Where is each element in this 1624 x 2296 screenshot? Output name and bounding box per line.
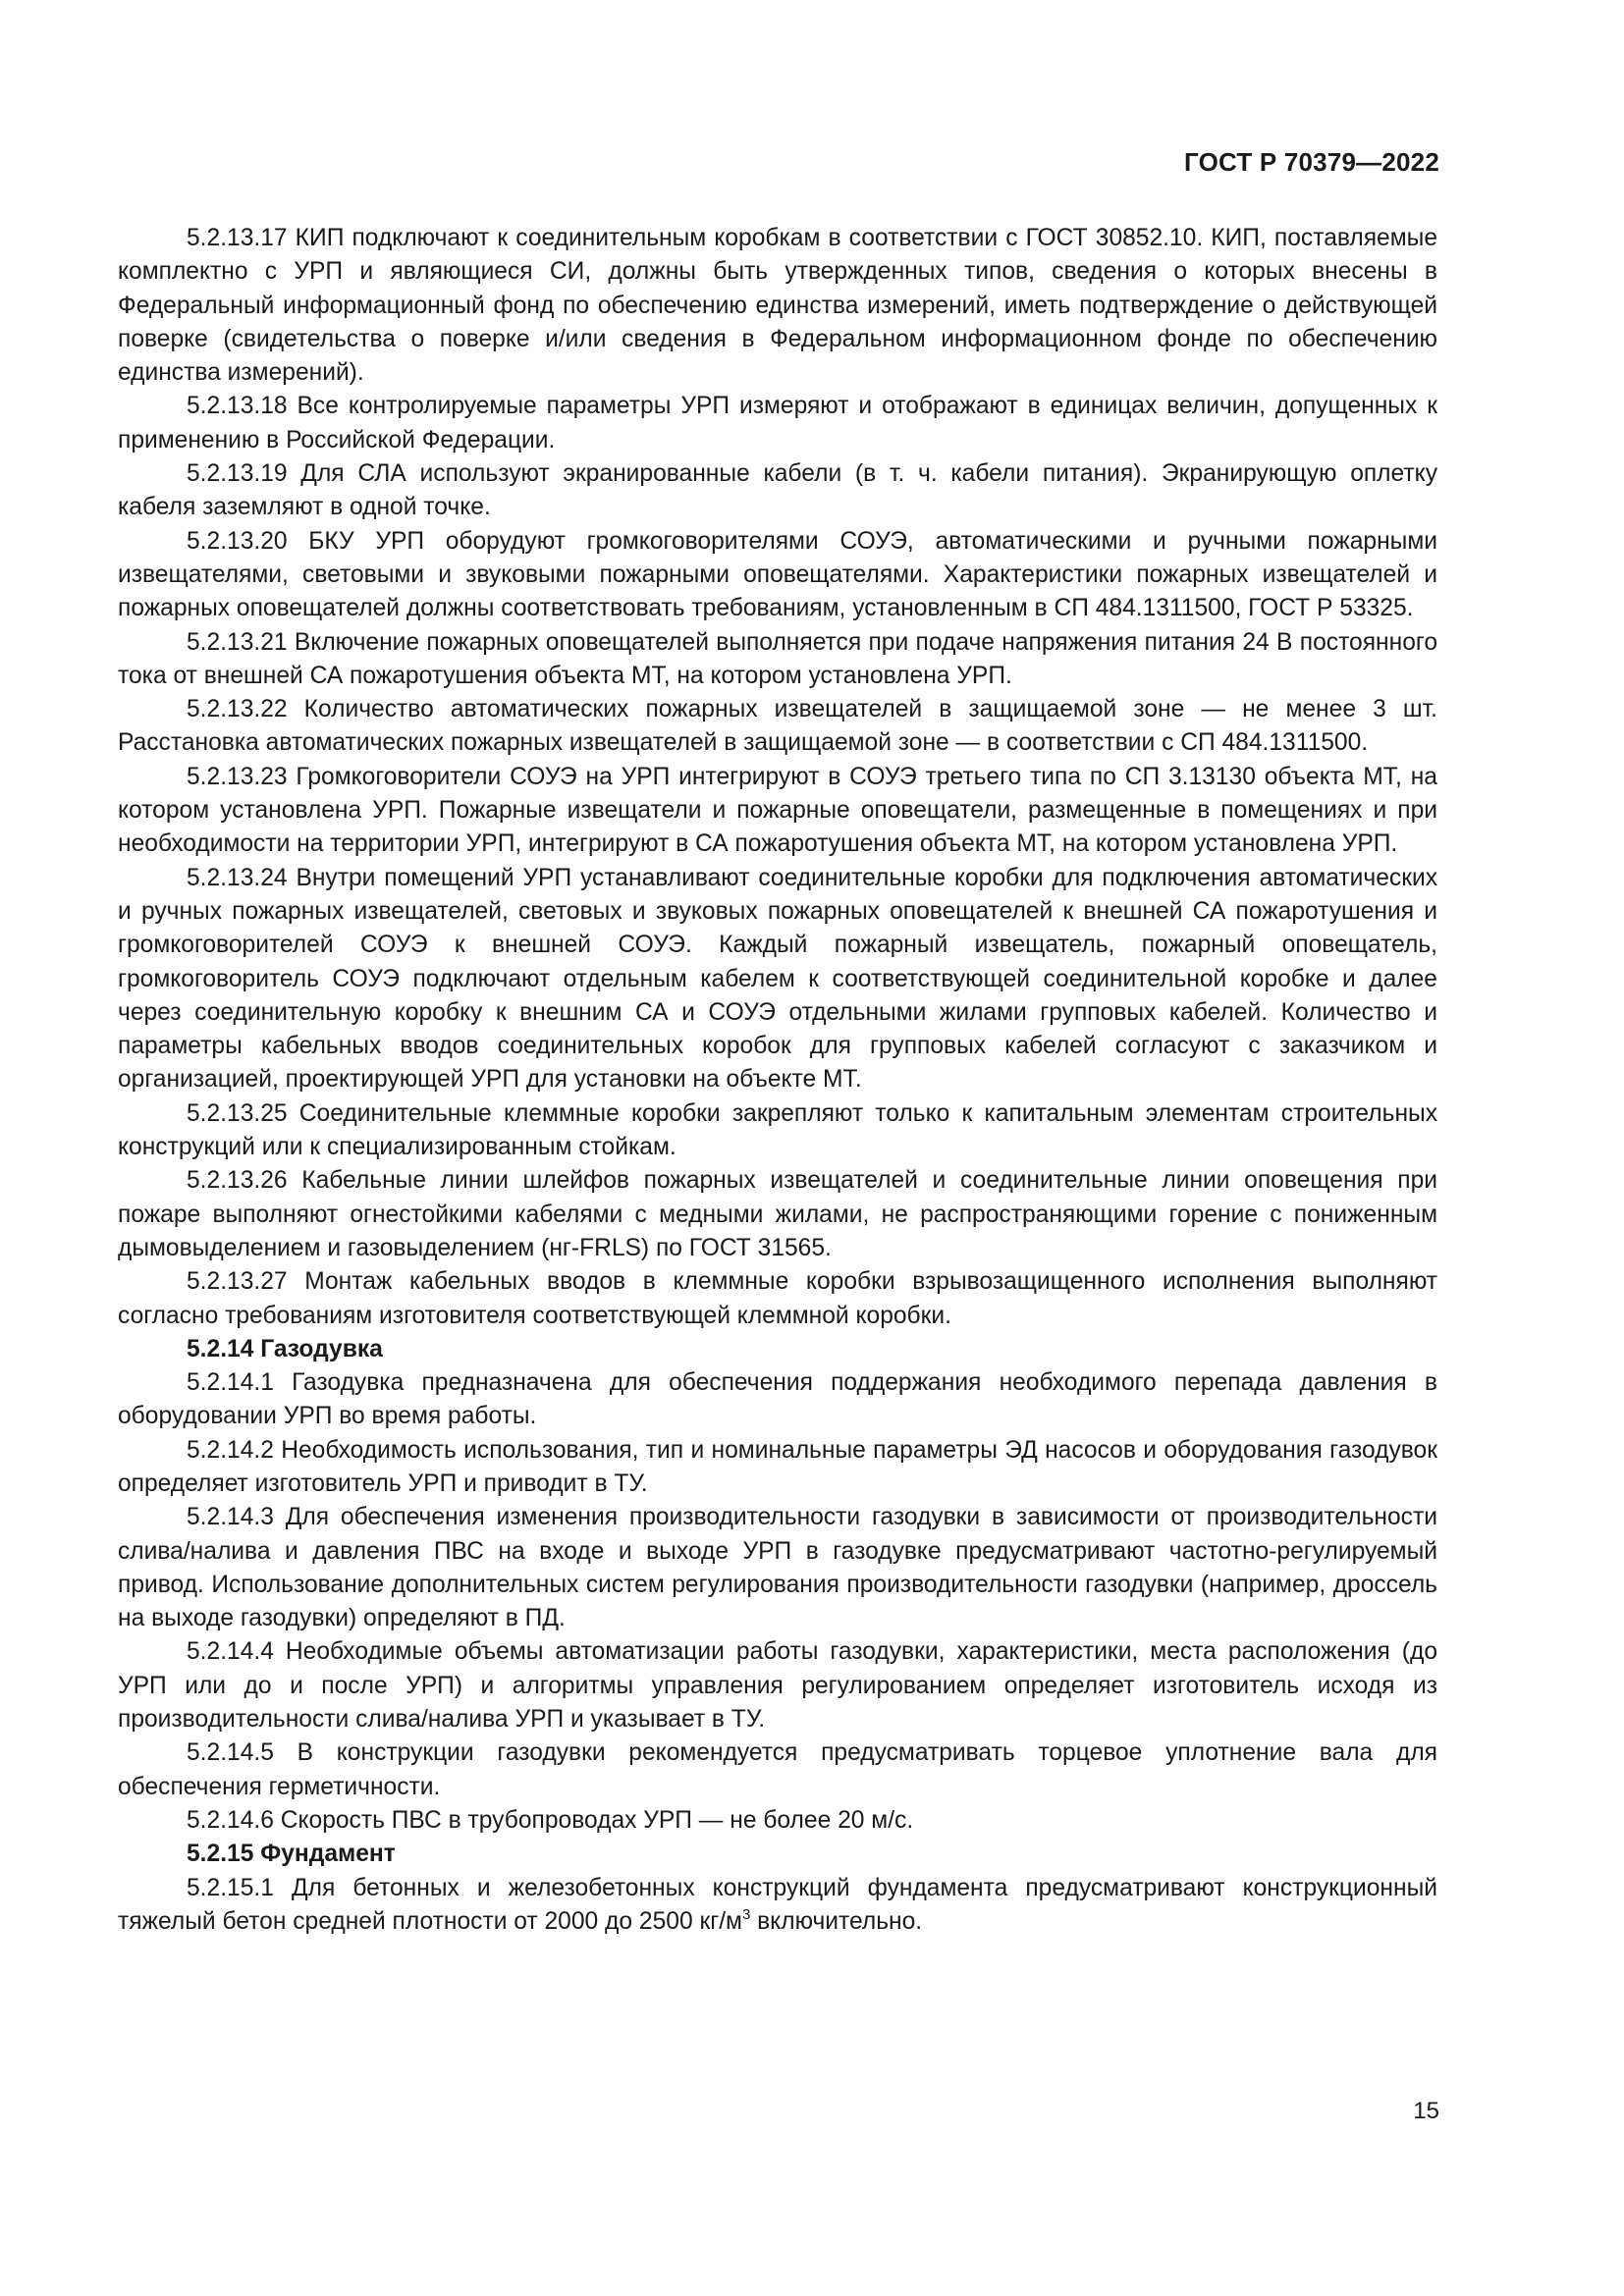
section-heading: 5.2.15 Фундамент [187,1841,396,1868]
paragraph: 5.2.13.17 КИП подключают к соединительным коробкам в соответствии с ГОСТ 30852.10. КИП, поставляемые комплектно с УРП и являющиеся СИ, должны быть утвержденных типов, сведения о которых внесены в Федеральный информационный фонд по обеспечению единства измерений, иметь подтверждение о действующей поверке (свидетельства о поверке и/или сведения в Федеральном информационном фонде по обеспечению единства измерений). [118,225,1437,387]
paragraph: 5.2.13.24 Внутри помещений УРП устанавливают соединительные коробки для подключения автоматических и ручных пожарных извещателей, световых и звуковых пожарных оповещателей к внешней СА пожаротушения и громкоговорителей СОУЭ к внешней СОУЭ. Каждый пожарный извещатель, пожарный оповещатель, громкоговоритель СОУЭ подключают отдельным кабелем к соответствующей соединительной коробке и далее через соединительную коробку к внешним СА и СОУЭ отдельными жилами групповых кабелей. Количество и параметры кабельных вводов соединительных коробок для групповых кабелей согласуют с заказчиком и организацией, проектирующей УРП для установки на объекте МТ. [118,864,1437,1094]
paragraph: 5.2.13.26 Кабельные линии шлейфов пожарных извещателей и соединительные линии оповещения при пожаре выполняют огнестойкими кабелями с медными жилами, не распространяющими горение с пониженным дымовыделением и газовыделением (нг-FRLS) по ГОСТ 31565. [118,1167,1437,1261]
paragraph: 5.2.14.6 Скорость ПВС в трубопроводах УРП — не более 20 м/с. [187,1806,914,1834]
paragraph: 5.2.14.3 Для обеспечения изменения производительности газодувки в зависимости от производительности слива/налива и давления ПВС на входе и выходе УРП в газодувке предусматривают частотно-регулируемый привод. Использование дополнительных систем регулирования производительности газодувки (например, дроссель на выходе газодувки) определяют в ПД. [118,1504,1437,1632]
paragraph: 5.2.14.2 Необходимость использования, тип и номинальные параметры ЭД насосов и оборудования газодувок определяет изготовитель УРП и приводит в ТУ. [118,1436,1437,1497]
paragraph: 5.2.13.19 Для СЛА используют экранированные кабели (в т. ч. кабели питания). Экранирующую оплетку кабеля заземляют в одной точке. [118,460,1437,521]
paragraph: 5.2.13.21 Включение пожарных оповещателей выполняется при подаче напряжения питания 24 В постоянного тока от внешней СА пожаротушения объекта МТ, на котором установлена УРП. [118,628,1437,689]
paragraph: 5.2.13.22 Количество автоматических пожарных извещателей в защищаемой зоне — не менее 3 шт. Расстановка автоматических пожарных извещателей в защищаемой зоне — в соответствии с СП 484.1311500. [118,696,1437,757]
paragraph: 5.2.13.20 БКУ УРП оборудуют громкоговорителями СОУЭ, автоматическими и ручными пожарными извещателями, световыми и звуковыми пожарными оповещателями. Характеристики пожарных извещателей и пожарных оповещателей должны соответствовать требованиям, установленным в СП 484.1311500, ГОСТ Р 53325. [118,527,1437,622]
paragraph: 5.2.14.5 В конструкции газодувки рекомендуется предусматривать торцевое уплотнение вала для обеспечения герметичности. [118,1739,1437,1800]
paragraph: 5.2.13.27 Монтаж кабельных вводов в клеммные коробки взрывозащищенного исполнения выполняют согласно требованиям изготовителя соответствующей клеммной коробки. [118,1268,1437,1329]
paragraph-last [118,1872,1437,1940]
paragraph: 5.2.13.25 Соединительные клеммные коробки закрепляют только к капитальным элементам строительных конструкций или к специализированным стойкам. [118,1099,1437,1161]
paragraph-text-end: включительно. [750,1907,923,1935]
standard-code: ГОСТ Р 70379—2022 [1184,147,1439,177]
paragraph: 5.2.13.23 Громкоговорители СОУЭ на УРП интегрируют в СОУЭ третьего типа по СП 3.13130 объекта МТ, на котором установлена УРП. Пожарные извещатели и пожарные оповещатели, размещенные в помещениях и при необходимости на территории УРП, интегрируют в СА пожаротушения объекта МТ, на котором установлена УРП. [118,763,1437,858]
paragraph: 5.2.14.1 Газодувка предназначена для обеспечения поддержания необходимого перепада давления в оборудовании УРП во время работы. [118,1369,1437,1430]
paragraph-text: 5.2.15.1 Для бетонных и железобетонных конструкций фундамента предусматривают конструкционный тяжелый бетон средней плотности от 2000 до 2500 кг/м [118,1874,1437,1935]
page-number: 15 [1413,2098,1439,2124]
document-body [118,222,1437,1939]
superscript: 3 [741,1905,751,1923]
paragraph: 5.2.14.4 Необходимые объемы автоматизации работы газодувки, характеристики, места расположения (до УРП или до и после УРП) и алгоритмы управления регулированием определяет изготовитель исходя из производительности слива/налива УРП и указывает в ТУ. [118,1638,1437,1734]
section-heading: 5.2.14 Газодувка [187,1335,383,1362]
paragraph: 5.2.13.18 Все контролируемые параметры УРП измеряют и отображают в единицах величин, допущенных к применению в Российской Федерации. [118,393,1437,454]
